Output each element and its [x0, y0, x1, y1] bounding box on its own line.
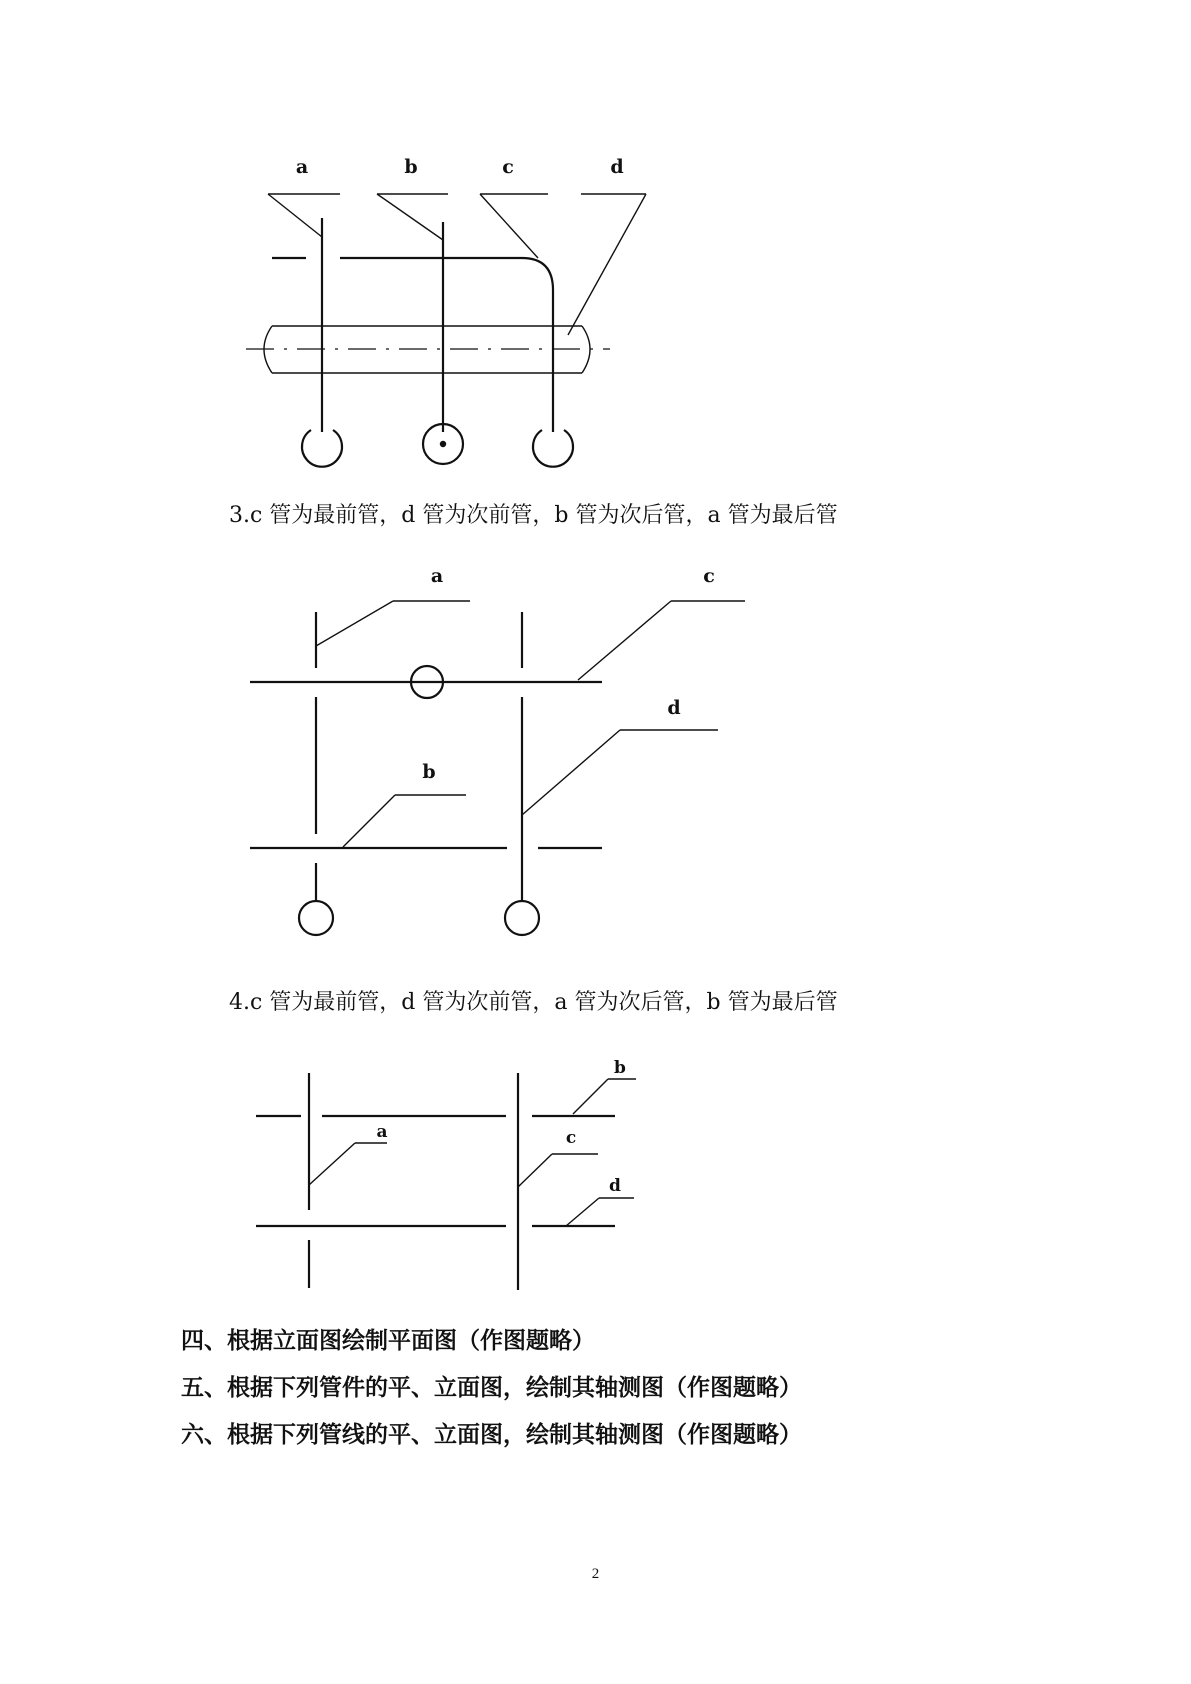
label-a: a — [376, 1122, 388, 1142]
label-b: b — [422, 761, 436, 783]
section-heading-4: 四、根据立面图绘制平面图（作图题略） — [181, 1328, 595, 1354]
label-d: d — [609, 1176, 621, 1196]
page-number: 2 — [591, 1566, 600, 1582]
label-b: b — [614, 1058, 626, 1078]
label-a: a — [295, 156, 309, 178]
caption-3: 3.c 管为最前管，d 管为次前管，b 管为次后管，a 管为最后管 — [229, 503, 838, 528]
label-d: d — [610, 156, 624, 178]
label-c: c — [502, 156, 514, 178]
label-c: c — [565, 1128, 577, 1148]
caption-4: 4.c 管为最前管，d 管为次前管，a 管为次后管，b 管为最后管 — [229, 990, 838, 1015]
section-heading-6: 六、根据下列管线的平、立面图，绘制其轴测图（作图题略） — [181, 1422, 802, 1448]
label-d: d — [667, 697, 681, 719]
leader-lines — [309, 1079, 636, 1226]
label-a: a — [430, 565, 444, 587]
section-heading-5: 五、根据下列管件的平、立面图，绘制其轴测图（作图题略） — [181, 1375, 802, 1401]
label-c: c — [703, 565, 715, 587]
label-b: b — [404, 156, 418, 178]
